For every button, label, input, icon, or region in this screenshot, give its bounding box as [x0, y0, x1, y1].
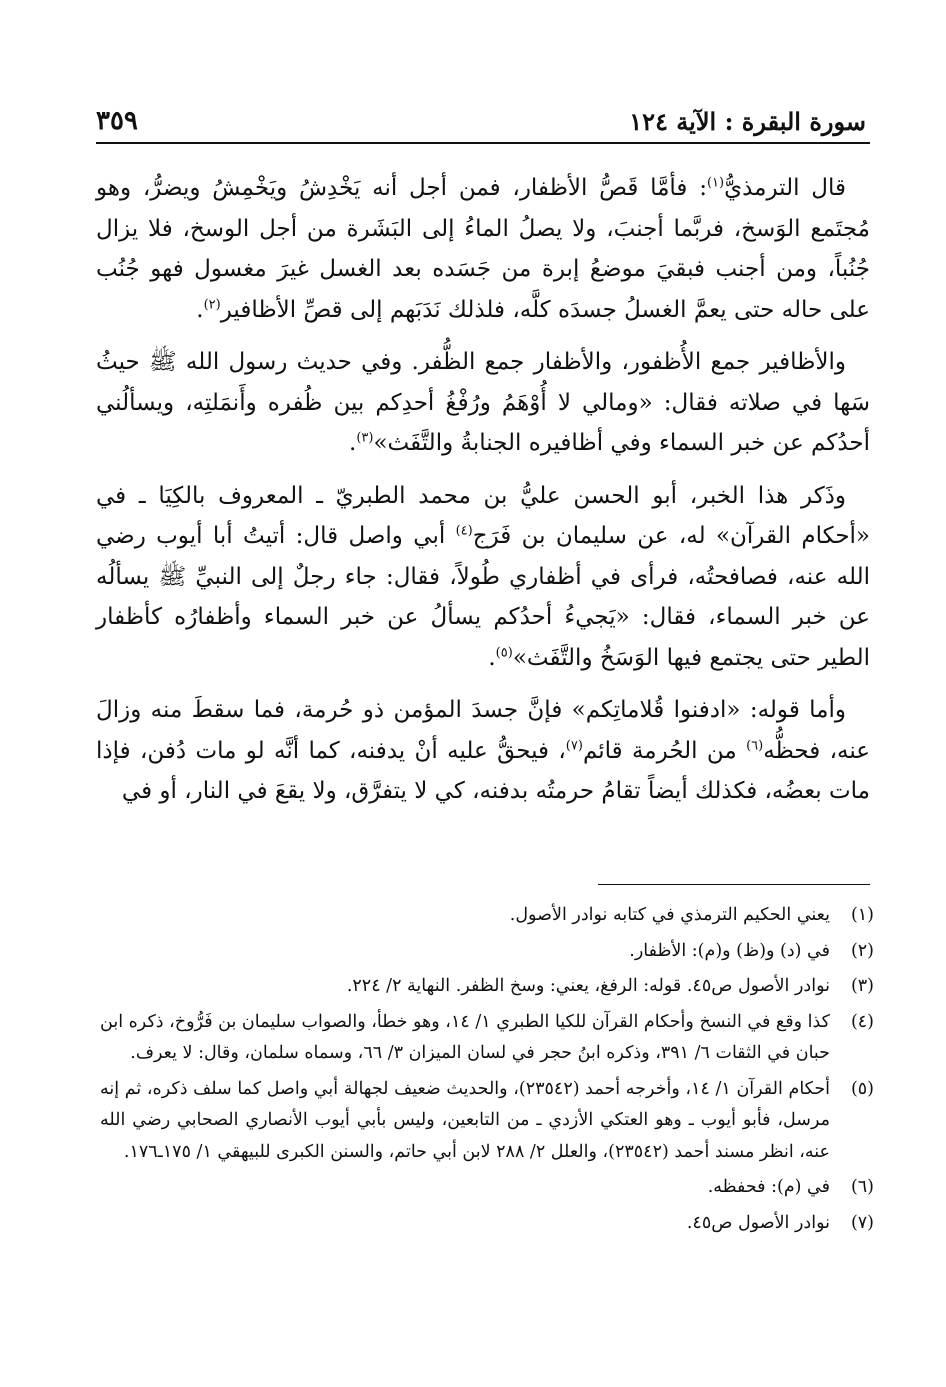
footnote-5	[100, 1074, 874, 1169]
footnote-rule	[598, 884, 870, 885]
text-segment: وأما قوله: «ادفنوا قُلاماتِكم» فإنَّ جسدَ المؤمن ذو حُرمة، فما سقطَ منه وزالَ عنه، فحظُّه	[96, 697, 870, 764]
header-rule	[96, 142, 870, 144]
footnote-marker: (٥)	[495, 644, 513, 660]
footnote-number: (١)	[850, 905, 874, 925]
footnote-text: نوادر الأصول ص٤٥.	[686, 1212, 830, 1233]
footnote-1	[100, 900, 874, 932]
paragraph-3	[96, 476, 870, 679]
text-segment: .	[488, 644, 496, 671]
text-segment: قال الترمذيُّ	[724, 175, 847, 201]
footnote-7	[100, 1208, 874, 1240]
footnote-text: أحكام القرآن ١/ ١٤، وأخرجه أحمد (٢٣٥٤٢)، والحديث ضعيف لجهالة أبي واصل كما سلف ذكره، ثم إنه مرسل، فأبو أيوب ـ وهو العتكي الأزدي ـ من التابعين، وليس بأبي أيوب الأنصاري الصحابي رضي الله عنه، انظر مسند أحمد (٢٣٥٤٢)، والعلل ٢/ ٢٨٨ لابن أبي حاتم، والسنن الكبرى للبيهقي ١/ ١٧٥ـ١٧٦.	[100, 1078, 830, 1162]
footnote-text: نوادر الأصول ص٤٥. قوله: الرفغ، يعني: وسخ الظفر. النهاية ٢/ ٢٢٤.	[346, 976, 830, 996]
paragraph-2	[96, 342, 870, 464]
footnote-2	[100, 936, 874, 968]
footnote-number: (٢)	[850, 940, 874, 961]
page-number: ٣٥٩	[96, 106, 138, 136]
footnote-text: كذا وقع في النسخ وأحكام القرآن للكيا الطبري ١/ ١٤، وهو خطأ، والصواب سليمان بن فَرُّوخ، ذكره ابن حبان في الثقات ٦/ ٣٩١، وذكره ابنُ حجر في لسان الميزان ٣/ ٦٦، وسماه سلمان، وقال: لا يعرف.	[100, 1011, 830, 1063]
footnote-text: في (م): فحفظه.	[707, 1177, 830, 1197]
text-segment: أبي واصل قال: أتيتُ أبا أيوب رضي الله عنه، فصافحتُه، فرأى في أظفاري طُولاً، فقال: جاء رجلٌ إلى النبيِّ ﷺ يسألُه عن خبر السماء، فقال: «يَجيءُ أحدُكم يسألُ عن خبر السماء وأظفارُه كأظفار الطير حتى يجتمع فيها الوَسَخُ والتَّفَث»	[96, 523, 870, 671]
footnote-number: (٥)	[850, 1078, 874, 1099]
footnote-number: (٦)	[850, 1177, 874, 1197]
footnote-text: يعني الحكيم الترمذي في كتابه نوادر الأصول.	[509, 905, 830, 925]
text-segment: .	[349, 430, 357, 456]
footnote-number: (٧)	[850, 1212, 874, 1233]
footnote-marker: (١)	[706, 175, 725, 191]
paragraph-4	[96, 690, 870, 812]
text-segment: من الحُرمة قائم	[582, 737, 747, 764]
running-title: سورة البقرة : الآية ١٢٤	[629, 107, 866, 136]
text-segment: .	[196, 296, 204, 323]
paragraph-1	[96, 168, 870, 330]
footnote-3	[100, 971, 874, 1003]
footnote-4	[100, 1007, 874, 1070]
footnote-marker: (٣)	[356, 430, 374, 446]
running-header	[96, 96, 866, 136]
footnote-6	[100, 1172, 874, 1204]
text-segment: والأظافير جمع الأُظفور، والأظفار جمع الظُّفر. وفي حديث رسول الله ﷺ حيثُ سَها في صلاته فقال: «ومالي لا أُوْهَمُ ورُفْغُ أحدِكم بين ظُفره وأَنمَلتِه، ويسألُني أحدُكم عن خبر السماء وفي أظافيره الجنابةُ والتَّفَث»	[96, 349, 870, 456]
text-segment: وذَكر هذا الخبر، أبو الحسن عليُّ بن محمد الطبريّ ـ المعروف بالكِيَا ـ في «أحكام القرآن» له، عن سليمان بن فَرَج	[96, 482, 871, 549]
footnote-text: في (د) و(ظ) و(م): الأظفار.	[629, 940, 830, 961]
footnote-marker: (٤)	[455, 523, 473, 539]
text-segment: ، فيحقُّ عليه أنْ يدفنه، كما أنَّه لو مات دُفن، فإذا مات بعضُه، فكذلك أيضاً تقامُ حرمتُه بدفنه، كي لا يتفرَّق، ولا يقعَ في النار، أو في	[96, 737, 870, 804]
text-segment: : فأمَّا قَصُّ الأظفار، فمن أجل أنه يَخْدِشُ ويَخْمِشُ ويضرُّ، وهو مُجتَمع الوَسخ، فربَّما أجنبَ، ولا يصلُ الماءُ إلى البَشَرة من أجل الوسخ، فلا يزال جُنُباً، ومن أجنب فبقيَ موضعُ إبرة من جَسَده بعد الغسل غيرَ مغسول فهو جُنُب على حاله حتى يعمَّ الغسلُ جسدَه كلَّه، فلذلك نَدَبَهم إلى قصِّ الأظافير	[96, 175, 870, 323]
footnote-marker: (٦)	[746, 737, 764, 753]
main-text	[96, 168, 870, 824]
footnote-number: (٣)	[850, 976, 874, 996]
footnotes	[100, 900, 874, 1243]
footnote-marker: (٢)	[203, 296, 221, 312]
footnote-marker: (٧)	[565, 737, 583, 753]
footnote-number: (٤)	[850, 1011, 874, 1032]
